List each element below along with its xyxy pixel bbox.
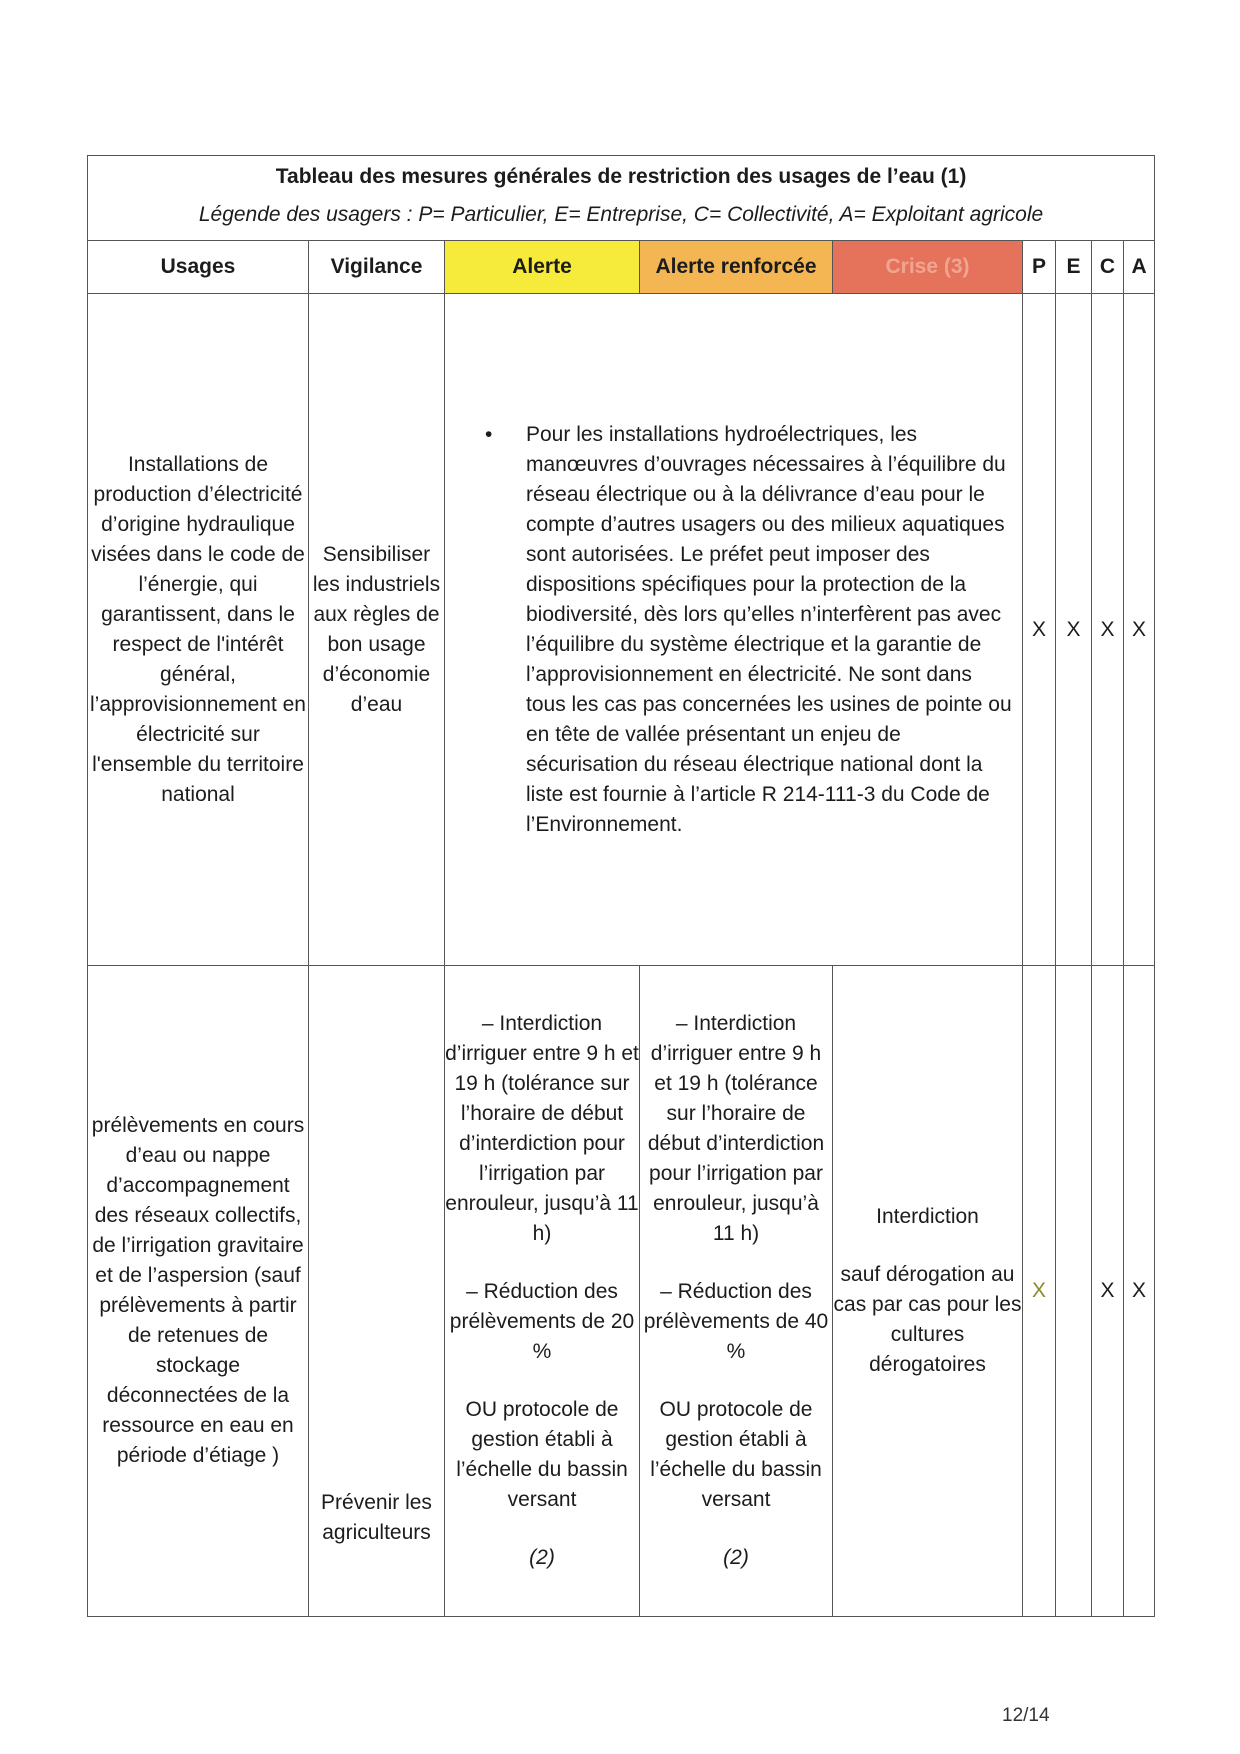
spacer — [640, 1249, 832, 1277]
restriction-table — [87, 155, 1155, 1617]
mark-p: X — [1023, 294, 1056, 966]
alerte-renforcee-footnote: (2) — [723, 1546, 749, 1569]
measure-cell — [445, 294, 1023, 966]
spacer — [445, 1515, 639, 1543]
header-alerte: Alerte — [445, 241, 640, 294]
alerte-renforcee-protocole: OU protocole de gestion établi à l’échelle du bassin versant — [650, 1398, 822, 1511]
table-row — [88, 966, 1155, 1617]
header-crise: Crise (3) — [833, 241, 1023, 294]
mark-p: X — [1023, 966, 1056, 1617]
crise-cell — [833, 966, 1023, 1617]
mark-c: X — [1092, 966, 1124, 1617]
alerte-protocole: OU protocole de gestion établi à l’échelle du bassin versant — [456, 1398, 628, 1511]
alerte-renforcee-interdiction: – Interdiction d’irriguer entre 9 h et 19 h (tolérance sur l’horaire de début d’interdiction pour l’irrigation par enrouleur, jusqu’à 11 h) — [647, 1012, 825, 1245]
mark-e: X — [1056, 294, 1092, 966]
spacer — [445, 1367, 639, 1395]
alerte-footnote: (2) — [529, 1546, 555, 1569]
page-number: 12/14 — [1002, 1705, 1050, 1726]
usage-cell: Installations de production d’électricité d’origine hydraulique visées dans le code de l’énergie, qui garantissent, dans le respect de l'intérêt général, l’approvisionnement en électricité sur l'ensemble du territoire national — [88, 294, 309, 966]
alerte-interdiction: – Interdiction d’irriguer entre 9 h et 19 h (tolérance sur l’horaire de début d’interdiction pour l’irrigation par enrouleur, jusqu’à 11 h) — [445, 1012, 639, 1245]
table-header-row — [88, 241, 1155, 294]
header-e: E — [1056, 241, 1092, 294]
header-vigilance: Vigilance — [309, 241, 445, 294]
measure-text: Pour les installations hydroélectriques, les manœuvres d’ouvrages nécessaires à l’équilibre du réseau électrique ou à la délivrance d’eau pour le compte d’autres usagers ou des milieux aquatiques sont autorisées. Le préfet peut imposer des dispositions spécifiques pour la protection de la biodiversité, dès lors qu’elles n’interfèrent pas avec l’équilibre du système électrique et la garantie de l’approvisionnement en électricité. Ne sont dans tous les cas pas concernées les usines de pointe ou en tête de vallée présentant un enjeu de sécurisation du réseau électrique national dont la liste est fournie à l’article R 214-111-3 du Code de l’Environnement. — [526, 422, 1012, 836]
header-alerte-renforcee: Alerte renforcée — [640, 241, 833, 294]
table-row — [88, 294, 1155, 966]
crise-derogation: sauf dérogation au cas par cas pour les cultures dérogatoires — [833, 1263, 1022, 1376]
measure-item — [445, 420, 1014, 840]
header-a: A — [1124, 241, 1155, 294]
mark-a: X — [1124, 294, 1155, 966]
alerte-reduction: – Réduction des prélèvements de 20 % — [449, 1280, 635, 1363]
crise-interdiction: Interdiction — [876, 1205, 979, 1228]
mark-e — [1056, 966, 1092, 1617]
table-title-cell — [88, 156, 1155, 241]
spacer — [833, 1232, 1022, 1260]
mark-a: X — [1124, 966, 1155, 1617]
alerte-renforcee-reduction: – Réduction des prélèvements de 40 % — [643, 1280, 829, 1363]
header-c: C — [1092, 241, 1124, 294]
spacer — [640, 1367, 832, 1395]
vigilance-cell: Sensibiliser les industriels aux règles de bon usage d’économie d’eau — [309, 294, 445, 966]
table-title: Tableau des mesures générales de restriction des usages de l’eau (1) — [275, 165, 967, 188]
usage-cell: prélèvements en cours d’eau ou nappe d’accompagnement des réseaux collectifs, de l’irrigation gravitaire et de l’aspersion (sauf prélèvements à partir de retenues de stockage déconnectées de la ressource en eau en période d’étiage ) — [88, 966, 309, 1617]
alerte-cell — [445, 966, 640, 1617]
table-legend: Légende des usagers : P= Particulier, E= Entreprise, C= Collectivité, A= Exploitant agricole — [198, 203, 1044, 226]
mark-c: X — [1092, 294, 1124, 966]
header-p: P — [1023, 241, 1056, 294]
vigilance-cell: Prévenir les agriculteurs — [309, 966, 445, 1617]
header-usages: Usages — [88, 241, 309, 294]
bullet-icon: • — [485, 422, 493, 446]
alerte-renforcee-cell — [640, 966, 833, 1617]
spacer — [445, 1249, 639, 1277]
measure-list — [445, 420, 1022, 840]
spacer — [640, 1515, 832, 1543]
